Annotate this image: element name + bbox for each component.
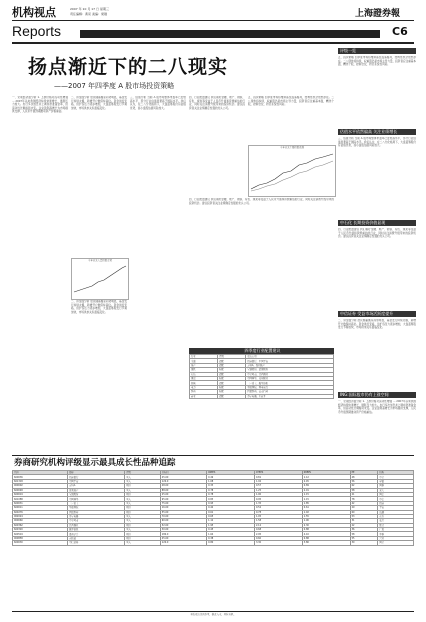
table-cell: 3.80 bbox=[302, 541, 350, 545]
table-cell: 钢铁 bbox=[190, 368, 218, 372]
table-cell: 0.89 bbox=[302, 484, 350, 488]
table-header-cell: 评级 bbox=[125, 471, 161, 475]
table-cell: 买入 bbox=[125, 475, 161, 479]
table-cell: 万科A、保利地产 bbox=[246, 363, 334, 367]
table-cell: 0.68 bbox=[254, 528, 302, 532]
table-cell: 600519 bbox=[13, 532, 68, 536]
subheadline: ——2007 年四季度 A 股市场投资策略 bbox=[54, 82, 175, 90]
table-cell: 增持 bbox=[125, 523, 161, 527]
table-cell: 增持 bbox=[125, 510, 161, 514]
table-cell: 600011 bbox=[13, 506, 68, 510]
table-cell: 0.60 bbox=[254, 536, 302, 540]
table-cell: 机械 bbox=[190, 381, 218, 385]
table-cell: 超配 bbox=[218, 394, 246, 398]
table-cell: 华泰 bbox=[378, 532, 414, 536]
bottom-rule bbox=[12, 455, 414, 456]
table-cell: 恒瑞医药、云南白药 bbox=[246, 390, 334, 394]
table-cell: 超配 bbox=[218, 372, 246, 376]
table-cell: 招商银行 bbox=[68, 475, 125, 479]
table-cell: 宝钢股份 bbox=[68, 492, 125, 496]
table-cell: 1.58 bbox=[254, 519, 302, 523]
table-header-cell: 07EPS bbox=[254, 471, 302, 475]
table-cell: 601318 bbox=[13, 479, 68, 483]
table-cell: 中金 bbox=[378, 475, 414, 479]
table-cell: 增持 bbox=[125, 536, 161, 540]
table-cell: 标配 bbox=[218, 385, 246, 389]
text-column-3: 三、估值分析 当前 A 股市场整体市盈率已处较高水平，部分行业估值显著高于国际水平。我们认为，在二八分化格局下，大盘蓝筹股仍有估值优势，而小盘股估值风险加大。 bbox=[130, 96, 186, 110]
text-column-5: 五、投资策略 四季度市场将维持高位震荡格局，结构性机会依然存在。二八现象将持续，权重股仍是市场主导力量，投资者应注重基本面，精选个股，控制仓位，防范系统性风险。 bbox=[248, 96, 334, 107]
table-cell: 国金 bbox=[378, 541, 414, 545]
table-cell: 金融 bbox=[190, 359, 218, 363]
table-cell: 0.78 bbox=[254, 510, 302, 514]
table-cell: 1.00 bbox=[254, 492, 302, 496]
table-cell: 55.00 bbox=[160, 510, 206, 514]
table-cell: 买入 bbox=[125, 541, 161, 545]
sidebar-text-1: 五、投资策略 四季度市场将维持高位震荡格局，结构性机会依然存在。二八现象将持续，权重股仍是市场主导力量，投资者应注重基本面，精选个股，控制仓位，防范系统性风险。 bbox=[338, 56, 416, 67]
table-cell: 002024 bbox=[13, 514, 68, 518]
page-number: C6 bbox=[392, 25, 408, 38]
table-cell: 1.85 bbox=[302, 501, 350, 505]
table-cell: 95.00 bbox=[160, 497, 206, 501]
table-cell: 中国平安 bbox=[68, 479, 125, 483]
table-cell: 120.0 bbox=[160, 479, 206, 483]
table-cell: 医药 bbox=[190, 390, 218, 394]
table-cell: 0.88 bbox=[302, 528, 350, 532]
table-cell: 增持 bbox=[125, 506, 161, 510]
headline: 扬点渐近下的二八现实 bbox=[28, 56, 229, 78]
table-cell: 重点公司 bbox=[246, 355, 334, 359]
table-cell: 21 bbox=[350, 492, 378, 496]
masthead-bottom-rule bbox=[12, 42, 414, 44]
table-cell: 长江 bbox=[378, 519, 414, 523]
table-cell: 0.45 bbox=[207, 528, 255, 532]
table-cell: 1.90 bbox=[302, 519, 350, 523]
table-cell: 000002 bbox=[13, 484, 68, 488]
footer-rule bbox=[12, 611, 414, 612]
table-cell: 000060 bbox=[13, 519, 68, 523]
table-cell: 招商 bbox=[378, 501, 414, 505]
table-cell: 兴业 bbox=[378, 536, 414, 540]
sidebar-text-5: 一、宏观经济面分析 1. 上游价格对流动性增强 ... 2007年以来我国经济持续快速增长，通胀压力加大。央行多次加息并上调存款准备金率，但流动性过剩格局未变。企业盈利高增长为市场提供支撑，人民币升值预期推动资产价格重估。 bbox=[338, 400, 416, 414]
table-cell: 三一重工 bbox=[68, 501, 125, 505]
sidebar-sec4: ING:国际股市仍有上涨空间 bbox=[338, 392, 416, 398]
table-cell: 2.12 bbox=[254, 523, 302, 527]
masthead bbox=[0, 0, 426, 50]
table-cell: 标配 bbox=[218, 368, 246, 372]
table-cell: 600362 bbox=[13, 523, 68, 527]
table-header-cell: 简称 bbox=[68, 471, 125, 475]
table-cell: 江西铜业 bbox=[68, 523, 125, 527]
table-cell: 煤炭 bbox=[190, 376, 218, 380]
table-cell: 48 bbox=[350, 475, 378, 479]
table-cell: 0.33 bbox=[207, 484, 255, 488]
table-header-cell: 代码 bbox=[13, 471, 68, 475]
table-row bbox=[13, 541, 414, 545]
table-cell: 1.12 bbox=[302, 475, 350, 479]
table-cell: 光大 bbox=[378, 488, 414, 492]
table-cell: 53 bbox=[350, 514, 378, 518]
table-cell: 88.00 bbox=[160, 488, 206, 492]
table-cell: 1.35 bbox=[254, 501, 302, 505]
table-cell: 0.42 bbox=[207, 506, 255, 510]
text-column-6: 四、行业配置建议 我们看好金融、地产、钢铁、有色、煤炭等受益于人民币升值和资源重估的行业，同时关注消费升级带来的投资机会。建议投资者关注业绩确定性强的龙头公司。 bbox=[189, 198, 334, 205]
table-cell: 25.00 bbox=[160, 492, 206, 496]
table-cell: 1.15 bbox=[302, 497, 350, 501]
table-cell: 48.00 bbox=[160, 484, 206, 488]
table-cell: 五粮液 bbox=[68, 536, 125, 540]
table-cell: 中金岭南、江西铜业 bbox=[246, 372, 334, 376]
sidebar-sec1: 估值水平依然偏高 关注业绩增长 bbox=[338, 129, 416, 135]
table-cell: 买入 bbox=[125, 514, 161, 518]
table-cell: 0.95 bbox=[254, 497, 302, 501]
table-cell: 60.00 bbox=[160, 519, 206, 523]
table-cell: 30.00 bbox=[160, 528, 206, 532]
table-cell: 58 bbox=[350, 488, 378, 492]
text-column-1: 一、宏观经济面分析 1. 上游价格对流动性增强 ... 2007年以来我国经济持续快速增长，通胀压力加大。央行多次加息并上调存款准备金率，但流动性过剩格局未变。企业盈利高增长为市场提供支撑，人民币升值预期推动资产价格重估。 bbox=[12, 96, 68, 114]
table-cell: 55 bbox=[350, 536, 378, 540]
table-cell: 宝钢股份、武钢股份 bbox=[246, 368, 334, 372]
table-cell: 标配 bbox=[218, 390, 246, 394]
table-header-cell: 08EPS bbox=[302, 471, 350, 475]
table-cell: 评级 bbox=[218, 355, 246, 359]
table-cell: 中国神华、兖州煤业 bbox=[246, 376, 334, 380]
table-cell: 广发 bbox=[378, 528, 414, 532]
table-cell: 56 bbox=[350, 479, 378, 483]
table-cell: 超配 bbox=[218, 363, 246, 367]
table-cell: 超配 bbox=[218, 381, 246, 385]
chart-main-indices bbox=[248, 145, 336, 197]
table-cell: 1.02 bbox=[302, 510, 350, 514]
table-cell: 70.00 bbox=[160, 514, 206, 518]
industry-allocation-table bbox=[189, 348, 334, 448]
table-header-cell: 机构 bbox=[378, 471, 414, 475]
table-cell: 0.81 bbox=[254, 475, 302, 479]
sidebar-text-3: 四、行业配置建议 我们看好金融、地产、钢铁、有色、煤炭等受益于人民币升值和资源重估的行业，同时关注消费升级带来的投资机会。建议投资者关注业绩确定性强的龙头公司。 bbox=[338, 228, 416, 239]
table-cell: 增持 bbox=[125, 492, 161, 496]
table-cell: 华能国际、国电电力 bbox=[246, 385, 334, 389]
table-cell: 0.80 bbox=[207, 541, 255, 545]
table-cell: 31 bbox=[350, 519, 378, 523]
text-column-2: 二、资金面分析 居民储蓄搬家趋势明显，基金发行持续火爆，新增开户数保持高位。资金供给充裕，但扩容压力逐步增加，大盘蓝筹股发行节奏加快，市场供求关系面临变化。 bbox=[71, 96, 127, 110]
table-cell: 600276 bbox=[13, 510, 68, 514]
table-cell: 1.92 bbox=[254, 479, 302, 483]
table-cell: 平安 bbox=[378, 506, 414, 510]
table-cell: 2.95 bbox=[254, 532, 302, 536]
table-cell: 1.55 bbox=[302, 514, 350, 518]
table-cell: 0.93 bbox=[207, 501, 255, 505]
table-cell: 商业 bbox=[190, 394, 218, 398]
table-cell: 超配 bbox=[218, 359, 246, 363]
table-cell: 0.65 bbox=[207, 514, 255, 518]
table-cell: 保利地产 bbox=[68, 488, 125, 492]
table-cell: 52.00 bbox=[160, 523, 206, 527]
sidebar-text-4: 二、资金面分析 居民储蓄搬家趋势明显，基金发行持续火爆，新增开户数保持高位。资金供给充裕，但扩容压力逐步增加，大盘蓝筹股发行节奏加快，市场供求关系面临变化。 bbox=[338, 319, 416, 330]
table-cell: 4.10 bbox=[302, 532, 350, 536]
table-cell: 0.49 bbox=[207, 475, 255, 479]
table-cell: 0.78 bbox=[207, 488, 255, 492]
table-cell: 万科A bbox=[68, 484, 125, 488]
section-title-cn: 机构视点 bbox=[12, 6, 56, 19]
table-cell: 600019 bbox=[13, 492, 68, 496]
table-cell: 2.30 bbox=[302, 523, 350, 527]
table-cell: 1.64 bbox=[207, 532, 255, 536]
section-bar bbox=[80, 30, 380, 38]
table-cell: 600036 bbox=[13, 475, 68, 479]
table-cell: 有色 bbox=[190, 372, 218, 376]
table-cell: 600320 bbox=[13, 528, 68, 532]
text-column-4: 四、行业配置建议 我们看好金融、地产、钢铁、有色、煤炭等受益于人民币升值和资源重估的行业，同时关注消费升级带来的投资机会。建议投资者关注业绩确定性强的龙头公司。 bbox=[189, 96, 245, 110]
table-cell: 60 bbox=[350, 510, 378, 514]
section-title-en: Reports bbox=[12, 23, 62, 39]
table-cell: 2.01 bbox=[302, 488, 350, 492]
table-title: 四季度行业配置建议 bbox=[189, 348, 334, 354]
sidebar-sec2: 中石化 长期投资价值显现 bbox=[338, 220, 416, 226]
table-cell: 增持 bbox=[125, 532, 161, 536]
sidebar-box-title: 评级一览 bbox=[338, 48, 416, 54]
table-cell: 恒瑞医药 bbox=[68, 510, 125, 514]
sidebar-text-2: 三、估值分析 当前 A 股市场整体市盈率已处较高水平，部分行业估值显著高于国际水平。我们认为，在二八分化格局下，大盘蓝筹股仍有估值优势，而小盘股估值风险加大。 bbox=[338, 137, 416, 148]
growth-stocks-table bbox=[12, 470, 414, 546]
table-cell: 1.12 bbox=[207, 519, 255, 523]
table-cell: 行业 bbox=[190, 355, 218, 359]
table-cell: 29 bbox=[350, 506, 378, 510]
table-cell: 1.25 bbox=[254, 488, 302, 492]
table-cell: 中国神华 bbox=[68, 497, 125, 501]
table-cell: 中信证券 bbox=[68, 541, 125, 545]
table-cell: 国信 bbox=[378, 492, 414, 496]
table-header-cell: PE bbox=[350, 471, 378, 475]
table-cell: 贵州茅台 bbox=[68, 532, 125, 536]
footer-note: 本版观点仅供参考，据此入市，风险自担。 bbox=[190, 613, 236, 616]
table-cell: 000858 bbox=[13, 536, 68, 540]
table-cell: 62 bbox=[350, 484, 378, 488]
date-line: 2007 年 10 月 17 日 星期三 bbox=[70, 7, 109, 11]
table-cell: 1.08 bbox=[207, 479, 255, 483]
table-header-cell: 目标价 bbox=[160, 471, 206, 475]
chart-title: 今年以来大盘指数走势 bbox=[88, 259, 112, 262]
table-cell: 电力 bbox=[190, 385, 218, 389]
table-cell: 苏宁电器 bbox=[68, 514, 125, 518]
chart-index-trend bbox=[71, 258, 129, 300]
allocation-table bbox=[189, 354, 334, 399]
table-cell: 0.78 bbox=[207, 492, 255, 496]
table-cell: 0.52 bbox=[254, 506, 302, 510]
editors-line: 责任编辑：黄亮 美编：梁刚 bbox=[70, 12, 107, 16]
table-cell: 买入 bbox=[125, 501, 161, 505]
table-cell: 1.15 bbox=[302, 492, 350, 496]
table-cell: 0.61 bbox=[302, 506, 350, 510]
table-cell: 58 bbox=[350, 532, 378, 536]
chart-plot bbox=[72, 262, 128, 296]
bottom-table-wrap bbox=[12, 470, 414, 608]
table-cell: 买入 bbox=[125, 528, 161, 532]
table-cell: 苏宁电器、王府井 bbox=[246, 394, 334, 398]
table-cell: 招商银行、中国平安 bbox=[246, 359, 334, 363]
table-cell: 三一重工、振华港机 bbox=[246, 381, 334, 385]
text-column-2b: 二、资金面分析 居民储蓄搬家趋势明显，基金发行持续火爆，新增开户数保持高位。资金供给充裕，但扩容压力逐步增加，大盘蓝筹股发行节奏加快，市场供求关系面临变化。 bbox=[71, 300, 127, 314]
table-cell: 120.0 bbox=[160, 541, 206, 545]
table-cell: 0.61 bbox=[207, 510, 255, 514]
table-cell: 中信 bbox=[378, 497, 414, 501]
chart2-title: 今年以来主要指数表现 bbox=[280, 146, 304, 149]
table-cell: 国泰 bbox=[378, 484, 414, 488]
table-cell: 78 bbox=[350, 497, 378, 501]
table-cell: 180.0 bbox=[160, 532, 206, 536]
table-row bbox=[190, 394, 334, 398]
table-cell: 0.88 bbox=[302, 536, 350, 540]
table-cell: 买入 bbox=[125, 497, 161, 501]
table-cell: 振华港机 bbox=[68, 528, 125, 532]
sidebar-sec3: 中信证券 受益市场活跃度提升 bbox=[338, 311, 416, 317]
table-cell: 标配 bbox=[218, 376, 246, 380]
paper-name: 上海證券報 bbox=[355, 9, 401, 19]
table-cell: 东方 bbox=[378, 514, 414, 518]
table-cell: 申银 bbox=[378, 479, 414, 483]
table-cell: 买入 bbox=[125, 519, 161, 523]
table-cell: 增持 bbox=[125, 484, 161, 488]
table-cell: 买入 bbox=[125, 479, 161, 483]
table-cell: 42 bbox=[350, 501, 378, 505]
table-cell: 30 bbox=[350, 541, 378, 545]
table-cell: 600031 bbox=[13, 501, 68, 505]
table-cell: 1.95 bbox=[207, 523, 255, 527]
table-cell: 3.30 bbox=[254, 541, 302, 545]
table-cell: 1.05 bbox=[254, 514, 302, 518]
chart2-plot bbox=[249, 149, 335, 193]
bottom-title: 券商研究机构评级显示最具成长性品种追踪 bbox=[14, 458, 176, 468]
table-cell: 2.45 bbox=[302, 479, 350, 483]
right-sidebar bbox=[338, 48, 416, 453]
table-cell: 联合 bbox=[378, 523, 414, 527]
table-cell: 华能国际 bbox=[68, 506, 125, 510]
table-cell: 601088 bbox=[13, 497, 68, 501]
table-cell: 地产 bbox=[190, 363, 218, 367]
table-cell: 22 bbox=[350, 523, 378, 527]
table-cell: 0.57 bbox=[254, 484, 302, 488]
table-cell: 600030 bbox=[13, 541, 68, 545]
table-cell: 36 bbox=[350, 528, 378, 532]
masthead-rule bbox=[12, 20, 414, 21]
table-cell: 海通 bbox=[378, 510, 414, 514]
table-cell: 0.38 bbox=[207, 536, 255, 540]
table-cell: 75.00 bbox=[160, 501, 206, 505]
table-cell: 中金岭南 bbox=[68, 519, 125, 523]
table-cell: 600048 bbox=[13, 488, 68, 492]
table-cell: 买入 bbox=[125, 488, 161, 492]
table-cell: 45.00 bbox=[160, 536, 206, 540]
table-cell: 45.00 bbox=[160, 475, 206, 479]
table-header-cell: 06EPS bbox=[207, 471, 255, 475]
table-cell: 0.83 bbox=[207, 497, 255, 501]
table-cell: 16.00 bbox=[160, 506, 206, 510]
